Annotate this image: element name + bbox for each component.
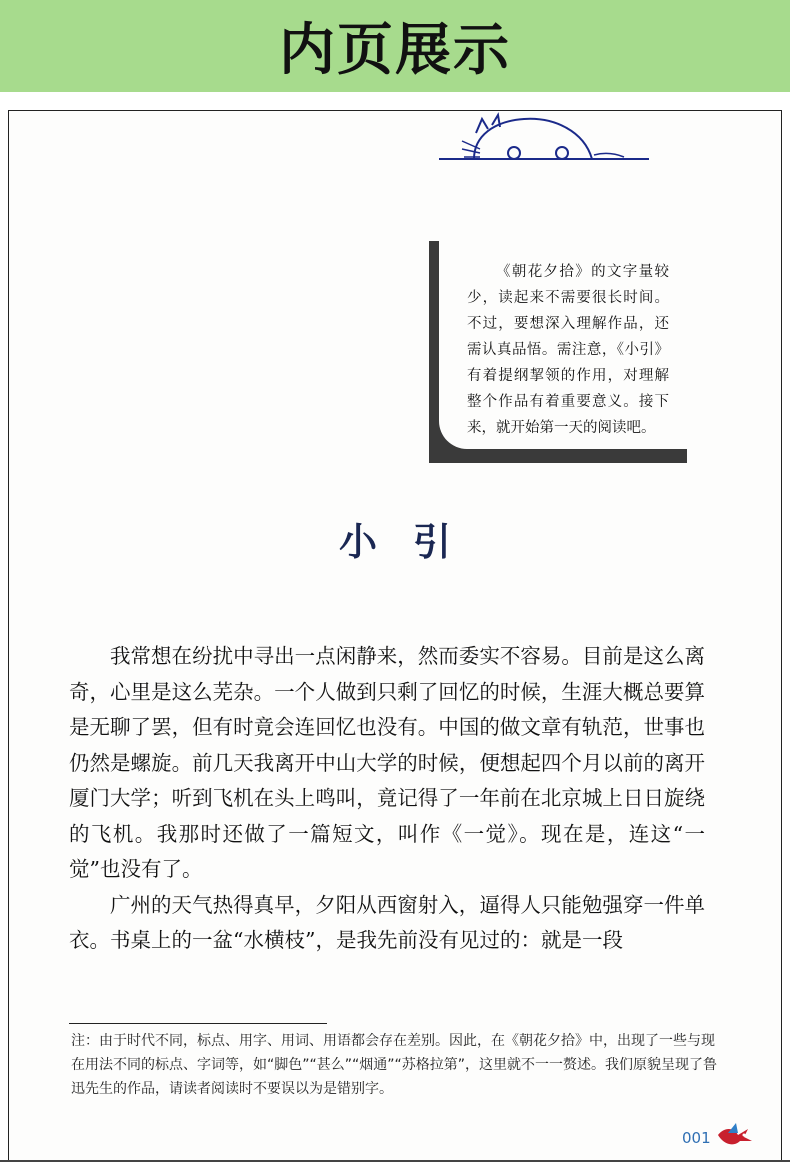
bird-icon	[714, 1121, 756, 1151]
book-page	[8, 110, 782, 1162]
page-number: 001	[682, 1129, 711, 1147]
chapter-title: 小引	[338, 519, 487, 564]
tip-card-text: 《朝花夕拾》的文字量较少，读起来不需要很长时间。不过，要想深入理解作品，还需认真品悟。需注意，《小引》有着提纲挈领的作用，对理解整个作品有着重要意义。接下来，就开始第一天的阅读吧。	[467, 264, 669, 436]
footnote-divider	[69, 1023, 327, 1024]
tip-card	[429, 171, 687, 463]
banner-title: 内页展示	[279, 18, 511, 83]
body-paragraph: 广州的天气热得真早，夕阳从西窗射入，逼得人只能勉强穿一件单衣。书桌上的一盆“水横枝”，是我先前没有见过的：就是一段	[69, 892, 705, 952]
body-text	[69, 639, 705, 959]
footnote: 注：由于时代不同，标点、用字、用词、用语都会存在差别。因此，在《朝花夕拾》中，出现了一些与现在用法不同的标点、字词等，如“脚色”“甚么”“烟通”“苏格拉第”，这里就不一一赘述。我们原貌呈现了鲁迅先生的作品，请读者阅读时不要误以为是错别字。	[71, 1033, 718, 1097]
body-paragraph: 我常想在纷扰中寻出一点闲静来，然而委实不容易。目前是这么离奇，心里是这么芜杂。一个人做到只剩了回忆的时候，生涯大概总要算是无聊了罢，但有时竟会连回忆也没有。中国的做文章有轨范，世事也仍然是螺旋。前几天我离开中山大学的时候，便想起四个月以前的离开厦门大学；听到飞机在头上鸣叫，竟记得了一年前在北京城上日日旋绕的飞机。我那时还做了一篇短文，叫作《一觉》。现在是，连这“一觉”也没有了。	[69, 644, 705, 881]
bottom-rule	[0, 1160, 790, 1162]
header-banner	[0, 0, 790, 92]
cat-icon	[434, 111, 654, 171]
